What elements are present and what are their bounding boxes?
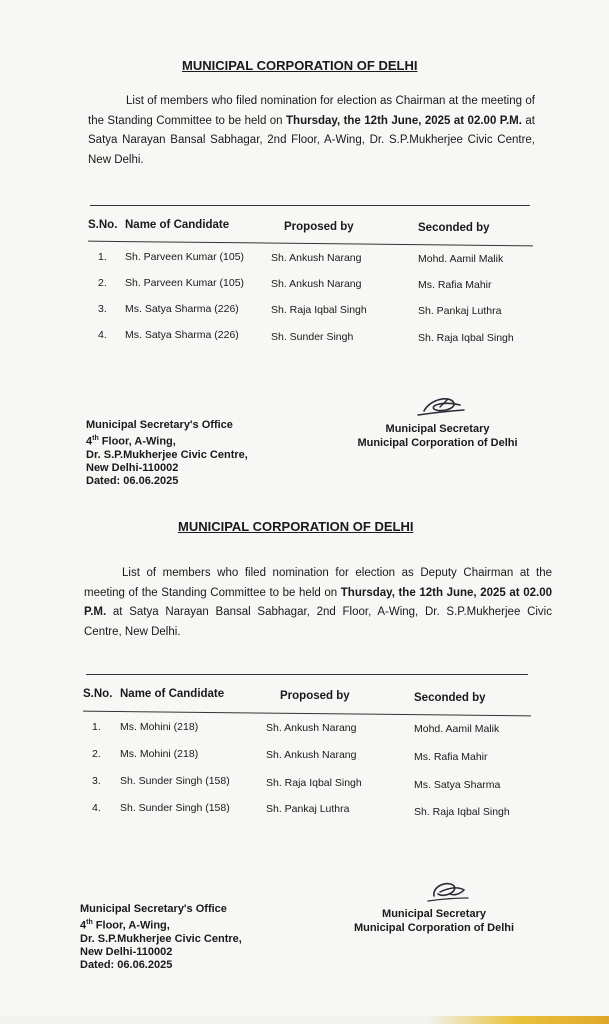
signatory-org: Municipal Corporation of Delhi <box>353 922 515 934</box>
cell-sno: 2. <box>92 748 101 760</box>
signatory-org: Municipal Corporation of Delhi <box>357 437 518 449</box>
col-header-proposed: Proposed by <box>280 690 350 702</box>
col-header-proposed: Proposed by <box>284 221 354 233</box>
cell-seconded: Sh. Raja Iqbal Singh <box>414 806 510 818</box>
cell-sno: 3. <box>92 775 101 787</box>
divider <box>86 674 528 675</box>
meeting-time: at 02.00 P.M. <box>84 586 553 618</box>
cell-sno: 3. <box>98 303 107 315</box>
cell-proposed: Sh. Pankaj Luthra <box>266 803 350 815</box>
office-line: 4th Floor, A-Wing, <box>86 435 176 448</box>
cell-candidate: Ms. Satya Sharma (226) <box>125 329 239 341</box>
cell-proposed: Sh. Ankush Narang <box>271 278 362 290</box>
cell-candidate: Sh. Sunder Singh (158) <box>120 775 230 787</box>
col-header-candidate: Name of Candidate <box>120 688 225 700</box>
cell-sno: 4. <box>92 802 101 814</box>
section-2-intro: List of members who filed nomination for election as Deputy Chairman at the meeting of the Standing Committee to be held on Thursday, the 12th June, 2025 at 02.00 P.M. at Satya Narayan Bansal Sabhagar, 2nd Floor, A-Wing, Dr. S.P.Mukherjee Civic Centre, New Delhi. <box>84 567 553 638</box>
meeting-date: Thursday, the 12th June, 2025 <box>340 586 506 599</box>
cell-sno: 1. <box>98 251 107 263</box>
signatory-title: Municipal Secretary <box>382 908 486 920</box>
cell-sno: 2. <box>98 277 107 289</box>
col-header-seconded: Seconded by <box>418 222 490 234</box>
office-line: New Delhi-110002 <box>80 945 173 958</box>
cell-seconded: Ms. Satya Sharma <box>414 779 501 791</box>
section-2-signatory <box>345 907 523 935</box>
cell-seconded: Ms. Rafia Mahir <box>418 279 492 291</box>
cell-seconded: Mohd. Aamil Malik <box>418 253 504 265</box>
col-header-sno: S.No. <box>88 219 118 231</box>
cell-candidate: Ms. Satya Sharma (226) <box>125 303 239 315</box>
section-1-title: MUNICIPAL CORPORATION OF DELHI <box>182 58 418 73</box>
cell-candidate: Sh. Parveen Kumar (105) <box>125 251 245 263</box>
cell-seconded: Mohd. Aamil Malik <box>414 723 500 735</box>
meeting-time: at 02.00 P.M. <box>453 114 522 127</box>
office-line: Dr. S.P.Mukherjee Civic Centre, <box>86 448 248 461</box>
cell-proposed: Sh. Ankush Narang <box>266 722 357 734</box>
office-line: Dr. S.P.Mukherjee Civic Centre, <box>80 932 242 945</box>
cell-proposed: Sh. Ankush Narang <box>271 252 362 264</box>
office-line: New Delhi-110002 <box>86 461 179 474</box>
signatory-title: Municipal Secretary <box>385 423 490 435</box>
section-2-title: MUNICIPAL CORPORATION OF DELHI <box>178 519 414 534</box>
section-2-office-block <box>80 903 242 972</box>
cell-candidate: Sh. Sunder Singh (158) <box>120 802 230 814</box>
header-rule <box>88 241 533 247</box>
col-header-sno: S.No. <box>83 688 113 700</box>
header-rule <box>83 711 531 717</box>
cell-seconded: Ms. Rafia Mahir <box>414 751 488 763</box>
office-line: Municipal Secretary's Office <box>86 419 233 431</box>
cell-sno: 4. <box>98 329 107 341</box>
section-1-office-block <box>86 419 248 488</box>
cell-sno: 1. <box>92 721 101 733</box>
col-header-candidate: Name of Candidate <box>125 219 230 231</box>
cell-candidate: Ms. Mohini (218) <box>120 748 199 760</box>
meeting-date: Thursday, the 12th June, 2025 <box>286 114 451 127</box>
office-line: Municipal Secretary's Office <box>80 903 227 915</box>
signature-icon <box>418 876 474 906</box>
signature-icon <box>410 393 470 421</box>
cell-proposed: Sh. Ankush Narang <box>266 749 357 761</box>
dated-line: Dated: 06.06.2025 <box>86 474 179 487</box>
section-1-signatory <box>350 422 525 450</box>
cell-seconded: Sh. Pankaj Luthra <box>418 305 502 317</box>
section-1-intro: List of members who filed nomination for election as Chairman at the meeting of the Standing Committee to be held on Thursday, the 12th June, 2025 at 02.00 P.M. at Satya Narayan Bansal Sabhagar, 2nd Floor, A-Wing, Dr. S.P.Mukherjee Civic Centre, New Delhi. <box>88 95 535 166</box>
cell-candidate: Sh. Parveen Kumar (105) <box>125 277 245 289</box>
cell-proposed: Sh. Raja Iqbal Singh <box>271 304 367 316</box>
cell-seconded: Sh. Raja Iqbal Singh <box>418 332 514 344</box>
col-header-seconded: Seconded by <box>414 692 486 704</box>
cell-proposed: Sh. Raja Iqbal Singh <box>266 777 362 789</box>
office-line: 4th Floor, A-Wing, <box>80 919 170 932</box>
cell-proposed: Sh. Sunder Singh <box>271 331 354 343</box>
scan-edge <box>0 1016 609 1024</box>
divider <box>90 205 530 206</box>
dated-line: Dated: 06.06.2025 <box>80 958 173 971</box>
cell-candidate: Ms. Mohini (218) <box>120 721 199 733</box>
